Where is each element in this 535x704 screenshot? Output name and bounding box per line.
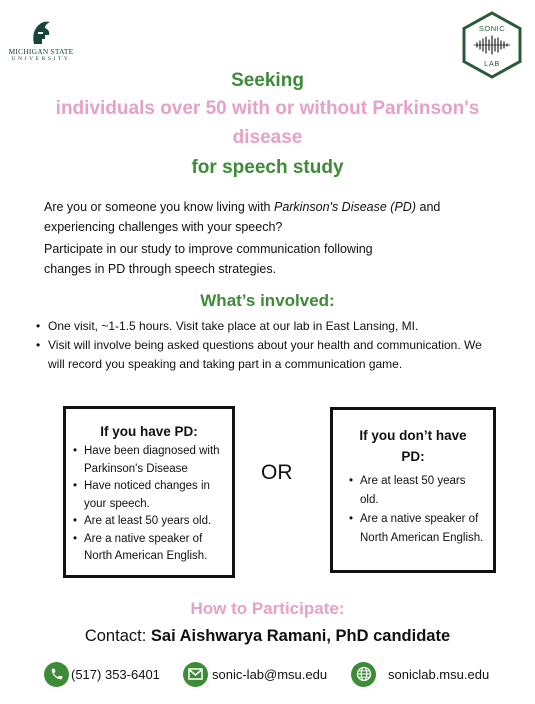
email-address[interactable]: sonic-lab@msu.edu (212, 666, 328, 682)
msu-name: MICHIGAN STATE (8, 47, 74, 56)
pd-criteria-item: • Are at least 50 years old. (73, 513, 228, 531)
involved-item: • One visit, ~1-1.5 hours. Visit take place at our lab in East Lansing, MI. (36, 317, 496, 336)
contact-name: Sai Aishwarya Ramani, PhD candidate (150, 627, 451, 645)
intro-text: Are you or someone you know living with (44, 200, 274, 214)
pd-criteria-item: • Have noticed changes in your speech. (73, 478, 228, 513)
phone-icon (44, 662, 69, 687)
how-to-participate-heading: How to Participate: (190, 599, 345, 618)
intro-pd-italic: Parkinson's Disease (PD) (273, 200, 417, 214)
no-pd-criteria-box (330, 407, 496, 573)
pd-criteria-box (63, 406, 235, 578)
pd-criteria-item: • Are a native speaker of North American English. (73, 531, 228, 566)
msu-subname: UNIVERSITY (11, 56, 71, 62)
contact-label: Contact: (84, 627, 151, 645)
sonic-logo-bottom-text: LAB (484, 59, 500, 68)
no-pd-criteria-list (333, 467, 493, 548)
no-pd-box-title: If you don’t have PD: (359, 428, 467, 464)
intro-paragraph-2: Participate in our study to improve communication following changes in PD through speech strategies. (44, 242, 373, 276)
envelope-icon (183, 662, 208, 687)
or-label: OR (261, 461, 293, 484)
headline-disease: disease (232, 127, 303, 148)
no-pd-criteria-item: • Are at least 50 years old. (349, 472, 485, 510)
involved-item: • Visit will involve being asked questions about your health and communication. We will record you speaking and taking part in a communication game. (36, 336, 496, 374)
intro-paragraph-1 (44, 197, 504, 237)
phone-contact[interactable] (44, 661, 160, 687)
email-contact[interactable] (183, 661, 327, 687)
headline-individuals: individuals over 50 with or without Parkinson's (55, 98, 480, 119)
headline-seeking: Seeking (231, 70, 304, 91)
headline-speech-study: for speech study (191, 157, 344, 178)
whats-involved-heading: What’s involved: (200, 291, 335, 310)
pd-box-title: If you have PD: (100, 424, 198, 439)
phone-number[interactable]: (517) 353-6401 (71, 666, 160, 682)
website-url[interactable]: soniclab.msu.edu (388, 666, 490, 682)
involved-list (36, 317, 496, 374)
intro-text-end: and experiencing challenges with your speech? (44, 200, 441, 234)
spartan-helmet-icon (28, 20, 54, 46)
sonic-logo-top-text: SONIC (478, 24, 506, 33)
pd-criteria-list (66, 442, 232, 566)
msu-logo (6, 20, 76, 63)
contact-line (0, 627, 535, 646)
globe-icon (351, 662, 376, 687)
no-pd-criteria-item: • Are a native speaker of North American English. (349, 510, 485, 548)
website-contact[interactable] (351, 661, 489, 687)
pd-criteria-item: • Have been diagnosed with Parkinson's Disease (73, 443, 228, 478)
